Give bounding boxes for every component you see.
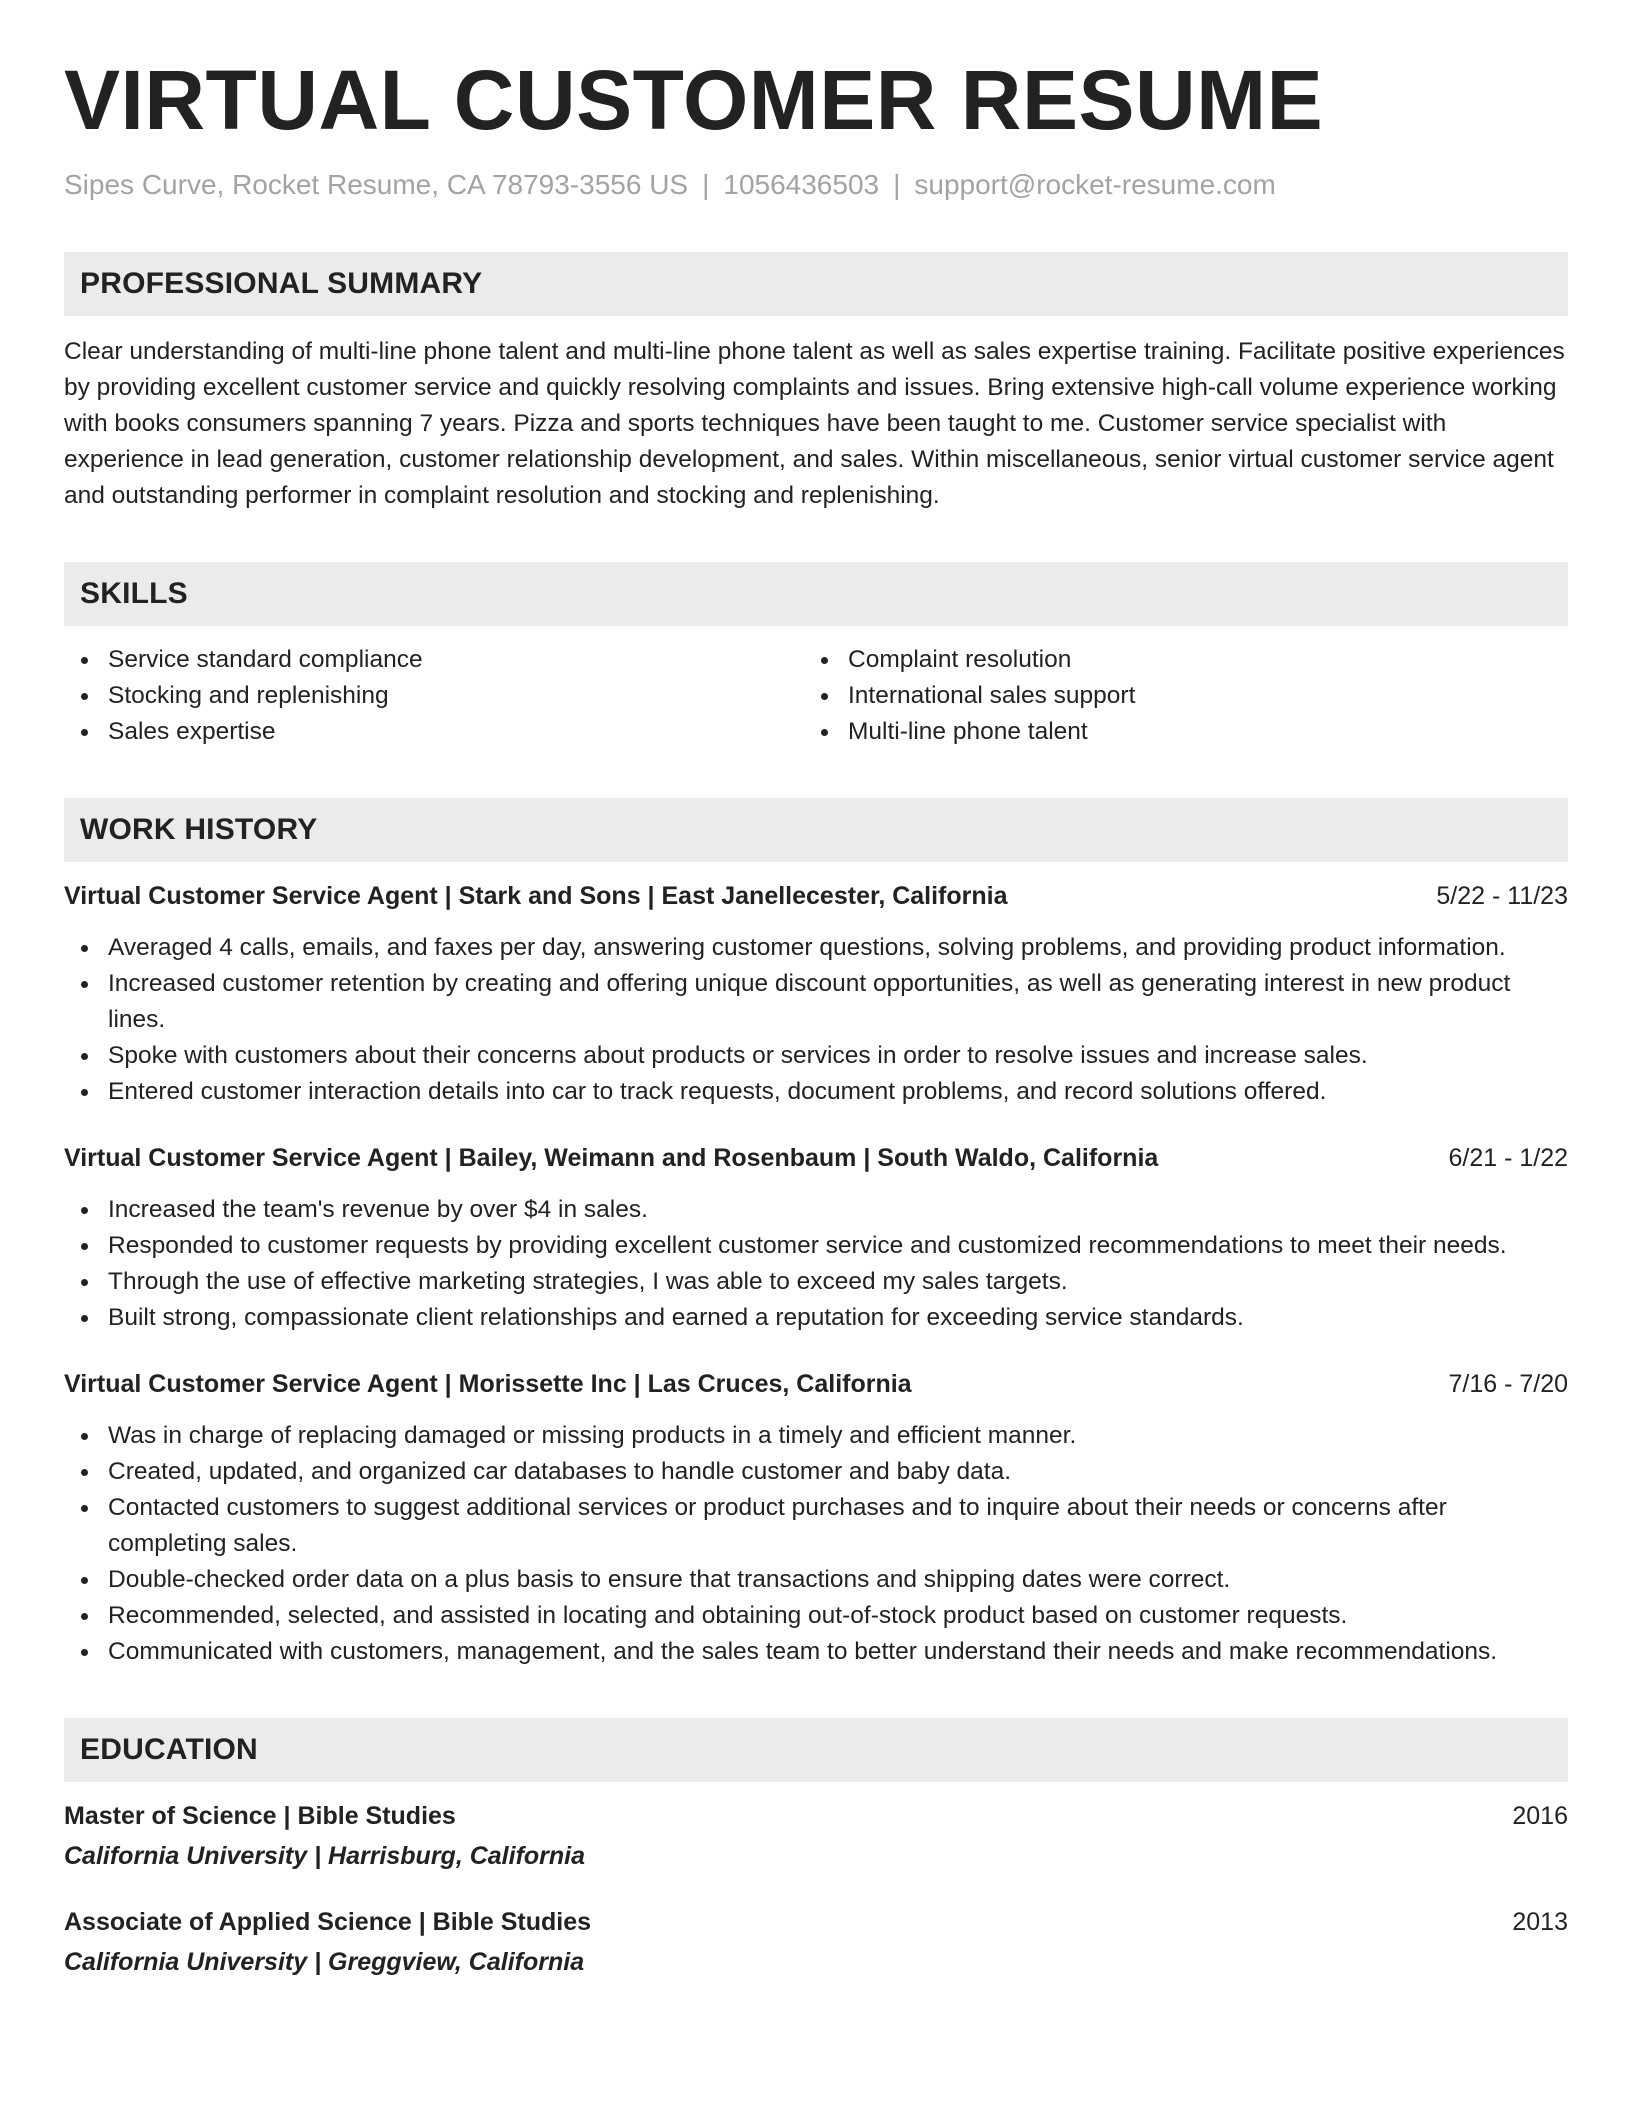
job-bullet: Recommended, selected, and assisted in locating and obtaining out-of-stock product based on customer requests. <box>64 1598 1568 1634</box>
skills-list <box>64 642 1568 750</box>
job-entry <box>64 878 1568 1110</box>
job-bullet: Spoke with customers about their concerns about products or services in order to resolve issues and increase sales. <box>64 1038 1568 1074</box>
job-bullet: Increased the team's revenue by over $4 in sales. <box>64 1192 1568 1228</box>
job-bullet: Responded to customer requests by providing excellent customer service and customized recommendations to meet their needs. <box>64 1228 1568 1264</box>
skill-item: International sales support <box>804 678 1544 714</box>
job-bullet: Communicated with customers, management, and the sales team to better understand their needs and make recommendations. <box>64 1634 1568 1670</box>
contact-email: support@rocket-resume.com <box>914 169 1276 201</box>
contact-line <box>64 168 1568 202</box>
job-bullet: Built strong, compassionate client relationships and earned a reputation for exceeding service standards. <box>64 1300 1568 1336</box>
skill-item: Stocking and replenishing <box>64 678 804 714</box>
job-bullet: Double-checked order data on a plus basis to ensure that transactions and shipping dates were correct. <box>64 1562 1568 1598</box>
summary-text: Clear understanding of multi-line phone talent and multi-line phone talent as well as sales expertise training. Facilitate positive experiences by providing excellent customer service and quickly resolving complaints and issues. Bring extensive high-call volume experience working with books consumers spanning 7 years. Pizza and sports techniques have been taught to me. Customer service specialist with experience in lead generation, customer relationship development, and sales. Within miscellaneous, senior virtual customer service agent and outstanding performer in complaint resolution and stocking and replenishing. <box>64 337 1565 509</box>
job-bullets <box>64 1418 1568 1670</box>
job-entry <box>64 1366 1568 1670</box>
job-bullet: Averaged 4 calls, emails, and faxes per day, answering customer questions, solving problems, and providing product information. <box>64 930 1568 966</box>
education-header <box>64 1798 1568 1834</box>
education-entry <box>64 1798 1568 1874</box>
job-title: Virtual Customer Service Agent | Morissette Inc | Las Cruces, California <box>64 1369 912 1398</box>
job-bullet: Increased customer retention by creating and offering unique discount opportunities, as well as generating interest in new product lines. <box>64 966 1568 1038</box>
skill-item: Complaint resolution <box>804 642 1544 678</box>
job-dates: 7/16 - 7/20 <box>1448 1369 1568 1398</box>
section-header-education: EDUCATION <box>64 1718 1568 1782</box>
job-title: Virtual Customer Service Agent | Bailey, Weimann and Rosenbaum | South Waldo, California <box>64 1143 1159 1172</box>
section-header-work-history: WORK HISTORY <box>64 798 1568 862</box>
job-bullets <box>64 1192 1568 1336</box>
skills-column-left <box>64 642 804 750</box>
contact-phone: 1056436503 <box>723 169 880 201</box>
job-bullets <box>64 930 1568 1110</box>
job-dates: 6/21 - 1/22 <box>1448 1143 1568 1172</box>
section-header-skills: SKILLS <box>64 562 1568 626</box>
education-header <box>64 1904 1568 1940</box>
job-entry <box>64 1140 1568 1336</box>
contact-separator: | <box>702 169 710 201</box>
contact-address: Sipes Curve, Rocket Resume, CA 78793-3556 US <box>64 169 689 201</box>
job-bullet: Contacted customers to suggest additional services or product purchases and to inquire about their needs or concerns after completing sales. <box>64 1490 1568 1562</box>
education-year: 2013 <box>1512 1907 1568 1936</box>
education-school: California University | Greggview, California <box>64 1947 585 1976</box>
education-degree: Master of Science | Bible Studies <box>64 1801 456 1830</box>
job-dates: 5/22 - 11/23 <box>1436 881 1568 910</box>
education-degree: Associate of Applied Science | Bible Studies <box>64 1907 592 1936</box>
skill-item: Service standard compliance <box>64 642 804 678</box>
job-bullet: Entered customer interaction details into car to track requests, document problems, and record solutions offered. <box>64 1074 1568 1110</box>
job-header <box>64 1140 1568 1176</box>
skill-item: Sales expertise <box>64 714 804 750</box>
job-header <box>64 1366 1568 1402</box>
job-header <box>64 878 1568 914</box>
resume-name: VIRTUAL CUSTOMER RESUME <box>64 53 1324 147</box>
section-header-summary: PROFESSIONAL SUMMARY <box>64 252 1568 316</box>
job-bullet: Was in charge of replacing damaged or missing products in a timely and efficient manner. <box>64 1418 1568 1454</box>
education-year: 2016 <box>1512 1801 1568 1830</box>
education-entry <box>64 1904 1568 1980</box>
contact-separator: | <box>893 169 901 201</box>
skill-item: Multi-line phone talent <box>804 714 1544 750</box>
education-school: California University | Harrisburg, California <box>64 1841 586 1870</box>
skills-column-right <box>804 642 1544 750</box>
job-bullet: Created, updated, and organized car databases to handle customer and baby data. <box>64 1454 1568 1490</box>
job-bullet: Through the use of effective marketing strategies, I was able to exceed my sales targets. <box>64 1264 1568 1300</box>
job-title: Virtual Customer Service Agent | Stark and Sons | East Janellecester, California <box>64 881 1008 910</box>
